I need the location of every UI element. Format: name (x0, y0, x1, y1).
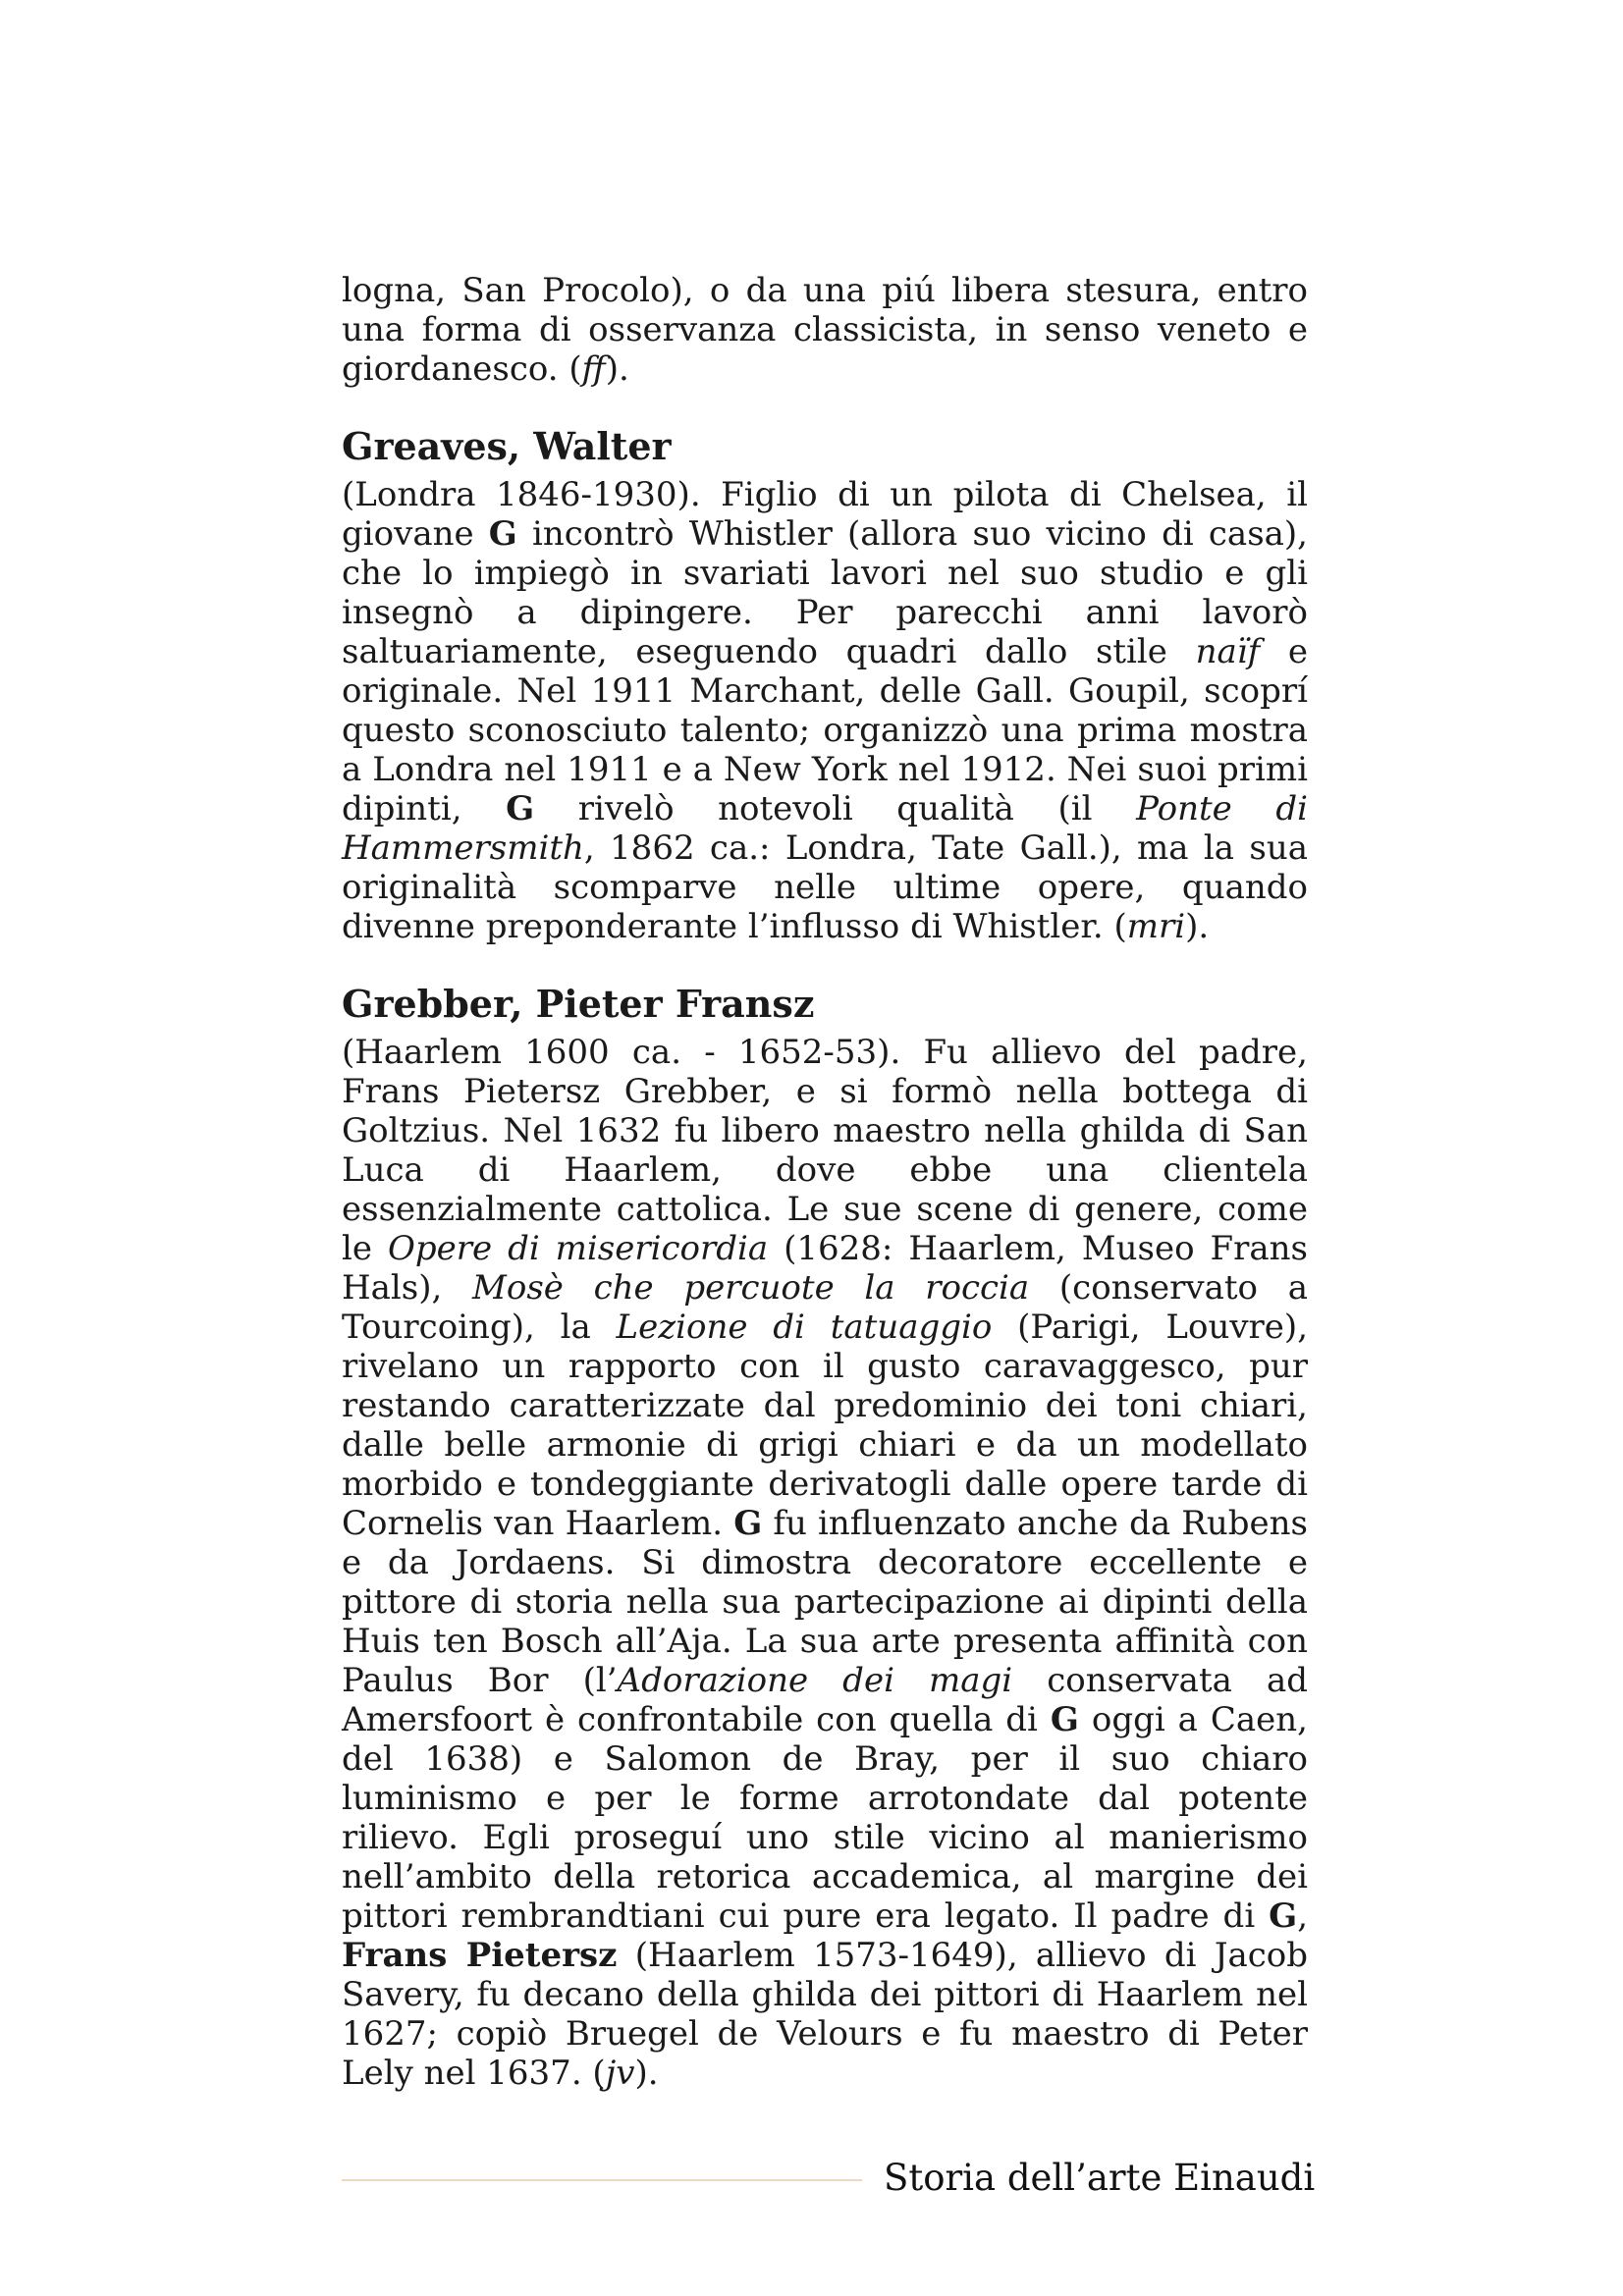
entry-text: (Haarlem 1600 ca. - 1652-53). Fu allievo del padre, Frans Pietersz Grebber, e si formò nella bottega di Goltzius. Nel 1632 fu libero maestro nella ghilda di San Luca di Haarlem, dove ebbe una clientela essenzialmente cattolica. Le sue scene di genere, come le Opere di misericordia (1628: Haarlem, Museo Frans Hals), Mosè che percuote la roccia (conservato a Tourcoing), la Lezione di tatuaggio (Parigi, Louvre), rivelano un rapporto con il gusto caravaggesco, pur restando caratterizzate dal predominio dei toni chiari, dalle belle armonie di grigi chiari e da un modellato morbido e tondeggiante derivatogli dalle opere tarde di Cornelis van Haarlem. G fu influenzato anche da Rubens e da Jordaens. Si dimostra decoratore eccellente e pittore di storia nella sua partecipazione ai dipinti della Huis ten Bosch all’Aja. La sua arte presenta affinità con Paulus Bor (l’Adorazione dei magi conservata ad Amersfoort è confrontabile con quella di G oggi a Caen, del 1638) e Salomon de Bray, per il suo chiaro luminismo e per le forme arrotondate dal potente rilievo. Egli proseguí uno stile vicino al manierismo nell’ambito della retorica accademica, al margine dei pittori rembrandtiani cui pure era legato. Il padre di G, Frans Pietersz (Haarlem 1573-1649), allievo di Jacob Savery, fu decano della ghilda dei pittori di Haarlem nel 1627; copiò Bruegel de Velours e fu maestro di Peter Lely nel 1637. (jv). (342, 1033, 1308, 2093)
author-initials: mri (1126, 907, 1186, 946)
artwork-title: Opere di misericordia (387, 1229, 769, 1268)
page-body (342, 271, 1308, 2093)
footer-title: Storia dell’arte Einaudi (884, 2157, 1316, 2199)
footer-rule (342, 2179, 862, 2181)
intro-paragraph: logna, San Procolo), o da una piú libera stesura, entro una forma di osservanza classicista, in senso veneto e giordanesco. (ff). (342, 271, 1308, 389)
entry-grebber (342, 982, 1308, 2093)
entry-title: Greaves, Walter (342, 424, 672, 468)
artwork-title: Adorazione dei magi (617, 1661, 1013, 1700)
author-initials: jv (605, 2054, 635, 2093)
entry-title: Grebber, Pieter Fransz (342, 982, 815, 1026)
author-initials: ff (581, 349, 606, 389)
entry-text: (Londra 1846-1930). Figlio di un pilota di Chelsea, il giovane G incontrò Whistler (allora suo vicino di casa), che lo impiegò in svariati lavori nel suo studio e gli insegnò a dipingere. Per parecchi anni lavorò saltuariamente, eseguendo quadri dallo stile naïf e originale. Nel 1911 Marchant, delle Gall. Goupil, scoprí questo sconosciuto talento; organizzò una prima mostra a Londra nel 1911 e a New York nel 1912. Nei suoi primi dipinti, G rivelò notevoli qualità (il Ponte di Hammersmith, 1862 ca.: Londra, Tate Gall.), ma la sua originalità scomparve nelle ultime opere, quando divenne preponderante l’influsso di Whistler. (mri). (342, 475, 1309, 946)
artwork-title: Mosè che percuote la roccia (472, 1268, 1030, 1308)
artwork-title: Ponte di Hammersmith (342, 789, 1308, 868)
person-name: Frans Pietersz (342, 1936, 618, 1975)
artwork-title: Lezione di tatuaggio (616, 1308, 993, 1347)
entry-greaves (342, 424, 1308, 946)
